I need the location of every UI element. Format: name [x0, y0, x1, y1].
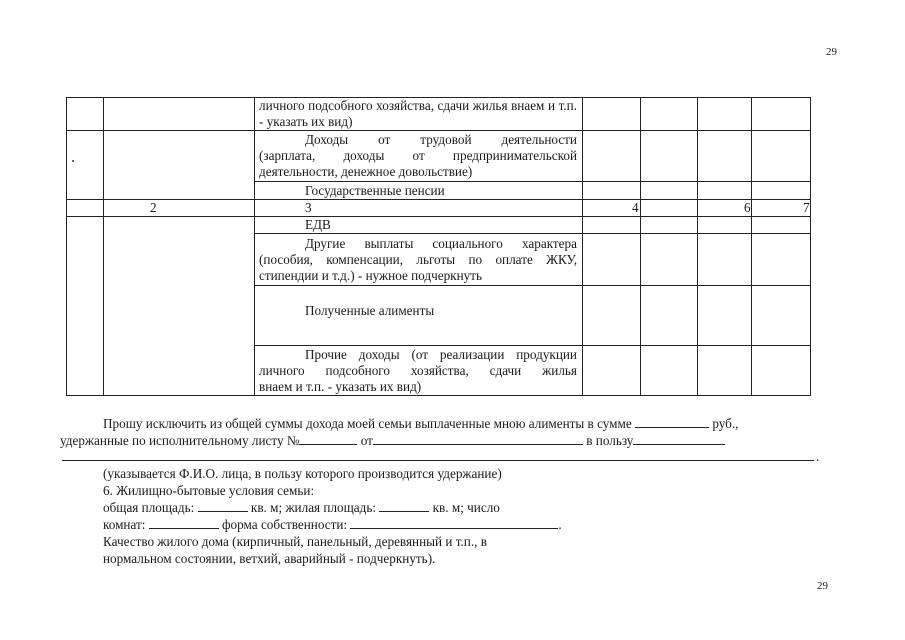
table-rule [751, 97, 752, 396]
rooms-field[interactable] [149, 516, 219, 529]
cell-labor-income-2: (зарплата, доходы от предпринимательской [259, 148, 577, 163]
living-area-field[interactable] [379, 499, 429, 512]
request-note: (указывается Ф.И.О. лица, в пользу которого производится удержание) [103, 466, 502, 481]
table-rule [103, 97, 104, 396]
page-number-top: 29 [826, 46, 837, 58]
section6-quality-1: Качество жилого дома (кирпичный, панельный, деревянный и т.п., в [103, 534, 487, 549]
section6-rooms-line: комнат: форма собственности: . [103, 517, 562, 532]
table-rule [66, 216, 810, 217]
request-text: руб., [712, 416, 739, 431]
table-rule [582, 97, 583, 396]
cell-text: Другие выплаты социального характера [305, 236, 577, 251]
col-number-7: 7 [803, 200, 810, 215]
cell-continuation: личного подсобного хозяйства, сдачи жилья внаем и т.п. - указать их вид) [259, 98, 577, 130]
rooms-label: комнат: [103, 517, 146, 532]
section6-area-line [103, 499, 500, 516]
col-number-6: 6 [744, 200, 751, 215]
cell-social-3: стипендии и т.д.) - нужное подчеркнуть [259, 268, 483, 283]
request-line-2 [60, 432, 725, 449]
alimony-sum-field[interactable] [635, 415, 709, 428]
table-rule [66, 199, 810, 200]
table-rule [810, 97, 811, 396]
cell-text: Прочие доходы (от реализации продукции [305, 347, 577, 362]
col-number-2: 2 [150, 200, 157, 215]
ownership-field[interactable] [350, 516, 558, 529]
section6-quality-2: нормальном состоянии, ветхий, аварийный - подчеркнуть). [103, 551, 436, 566]
col-number-3: 3 [305, 200, 312, 215]
cell-alimony: Полученные алименты [305, 303, 435, 318]
page-number-bottom: 29 [817, 580, 828, 592]
writ-date-field[interactable] [373, 432, 583, 445]
scan-speck [72, 160, 74, 162]
period-mark: . [816, 449, 820, 464]
request-text: в пользу [586, 433, 634, 448]
cell-other-income-2: личного подсобного хозяйства, сдачи жилья [259, 363, 577, 378]
cell-labor-income-1 [259, 132, 577, 148]
recipient-field[interactable] [633, 432, 725, 445]
section6-title: 6. Жилищно-бытовые условия семьи: [103, 483, 315, 498]
request-line-1 [103, 415, 738, 432]
table-rule [254, 285, 810, 286]
recipient-name-line[interactable] [62, 460, 814, 461]
table-rule [254, 233, 810, 234]
request-text: Прошу исключить из общей суммы дохода моей семьи выплаченные мною алименты в сумме [103, 416, 632, 431]
cell-text: Доходы от трудовой деятельности [305, 132, 577, 147]
cell-labor-income-3: деятельности, денежное довольствие) [259, 164, 473, 179]
ownership-label: форма собственности: [222, 517, 348, 532]
request-text: удержанные по исполнительному листу № [60, 433, 300, 448]
table-rule [254, 181, 810, 182]
area-label: общая площадь: [103, 500, 195, 515]
table-rule [254, 345, 810, 346]
cell-social-2: (пособия, компенсации, льготы по оплате ЖКУ, [259, 252, 577, 267]
table-rule [640, 97, 641, 396]
table-rule [66, 97, 67, 396]
area-unit: кв. м; жилая площадь: [250, 500, 377, 515]
col-number-4: 4 [632, 200, 639, 215]
cell-social-1 [259, 236, 577, 252]
total-area-field[interactable] [198, 499, 248, 512]
living-unit: кв. м; число [432, 500, 500, 515]
table-rule [254, 97, 255, 396]
cell-other-income-1 [259, 347, 577, 363]
cell-other-income-3: внаем и т.п. - указать их вид) [259, 379, 422, 394]
writ-number-field[interactable] [299, 432, 357, 445]
cell-pension: Государственные пенсии [305, 183, 445, 198]
cell-edv: ЕДВ [305, 217, 331, 232]
table-rule [697, 97, 698, 396]
request-text: от [360, 433, 373, 448]
